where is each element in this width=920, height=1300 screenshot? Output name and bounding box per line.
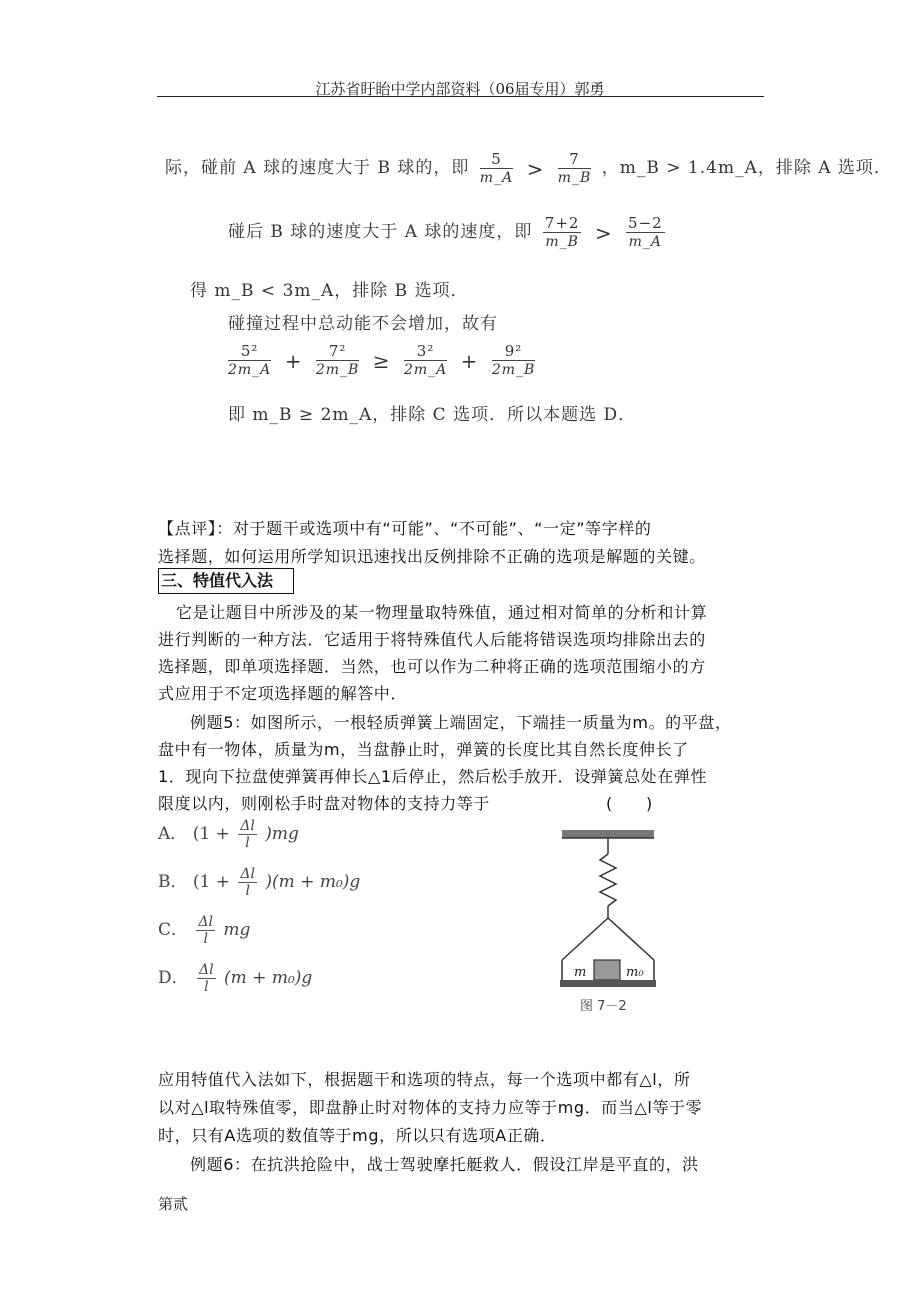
solution-line-4: 碰撞过程中总动能不会增加，故有: [228, 314, 498, 334]
section-title: 三、特值代入法: [158, 568, 294, 594]
option-label: A．: [158, 824, 188, 844]
option-close: )mg: [265, 824, 299, 844]
section-paragraph-line: 它是让题目中所涉及的某一物理量取特殊值，通过相对简单的分析和计算: [176, 603, 708, 622]
fraction: [238, 866, 257, 899]
fraction-numerator: 3²: [404, 342, 447, 361]
fraction-numerator: 5: [480, 150, 513, 169]
analysis-line: 应用特值代入法如下，根据题干和选项的特点，每一个选项中都有△l，所: [158, 1070, 691, 1089]
fraction-numerator: Δl: [240, 818, 255, 834]
figure-caption: 图 7－2: [580, 999, 627, 1014]
fraction: [197, 962, 216, 995]
page-header: 江苏省盱眙中学内部资料（06届专用）郭勇: [315, 80, 605, 98]
example6-line: 例题6：在抗洪抢险中，战士驾驶摩托艇救人．假设江岸是平直的，洪: [190, 1155, 699, 1174]
fraction-numerator: 7+2: [544, 214, 580, 232]
fraction-denominator: m_B: [557, 170, 592, 186]
plus-sign: +: [284, 348, 303, 373]
analysis-line: 以对△l取特殊值零，即盘静止时对物体的支持力应等于mg．而当△l等于零: [158, 1098, 703, 1117]
section-paragraph-line: 进行判断的一种方法．它适用于将特殊值代人后能将错误选项均排除出去的: [158, 630, 706, 649]
greater-than-sign: >: [594, 220, 613, 245]
fraction: [228, 342, 271, 379]
solution-line-3: 得 m_B < 3m_A，排除 B 选项．: [190, 281, 469, 301]
option-close: mg: [223, 920, 251, 940]
fraction-denominator: l: [245, 835, 250, 851]
option-b: [158, 866, 360, 899]
pan-string-right: [608, 918, 654, 960]
option-open: (1 +: [192, 872, 231, 892]
solution-line-2: [228, 214, 669, 251]
fraction-denominator: l: [204, 979, 209, 995]
option-d: [158, 962, 312, 995]
fraction-denominator: m_A: [628, 234, 663, 250]
example5-line: 限度以内，则刚松手时盘对物体的支持力等于: [158, 794, 491, 813]
fraction-denominator: 2m_B: [491, 362, 536, 378]
fraction-numerator: Δl: [240, 866, 256, 882]
fraction-numerator: Δl: [199, 962, 214, 978]
solution-line-1-suffix: ，m_B > 1.4m_A，排除 A 选项．: [601, 158, 892, 178]
fraction: [480, 150, 513, 187]
fraction-numerator: 5−2: [628, 214, 663, 232]
object-block: [594, 960, 620, 980]
greater-than-sign: >: [526, 156, 545, 181]
fraction: [543, 214, 582, 251]
section-paragraph-line: 式应用于不定项选择题的解答中．: [158, 684, 408, 703]
solution-line-2-prefix: 碰后 B 球的速度大于 A 球的速度，即: [228, 222, 533, 242]
plus-sign: +: [460, 348, 479, 373]
comment-line-1: 【点评】：对于题干或选项中有“可能”、“不可能”、“一定”等字样的: [158, 519, 652, 538]
spring: [600, 854, 616, 906]
option-open: (1 +: [192, 824, 230, 844]
fraction: [316, 342, 359, 379]
energy-inequality: [224, 342, 539, 379]
fraction-denominator: l: [245, 883, 250, 899]
fraction-numerator: 9²: [492, 342, 535, 361]
fraction-numerator: 5²: [228, 342, 271, 361]
option-close: (m + m₀)g: [224, 968, 313, 988]
option-c: [158, 914, 250, 947]
greater-equal-sign: ≥: [372, 348, 391, 373]
option-label: B．: [158, 872, 188, 892]
example5-line: 例题5：如图所示，一根轻质弹簧上端固定，下端挂一质量为m。的平盘，: [190, 713, 732, 732]
fraction: [238, 818, 257, 851]
answer-blank: ( ): [606, 794, 653, 813]
option-label: D．: [158, 968, 189, 988]
section-paragraph-line: 选择题，即单项选择题．当然，也可以作为二种将正确的选项范围缩小的方: [158, 657, 706, 676]
comment-line-2: 选择题，如何运用所学知识迅速找出反例排除不正确的选项是解题的关键。: [158, 547, 706, 566]
example5-line: 1．现向下拉盘使弹簧再伸长△1后停止，然后松手放开．设弹簧总处在弹性: [158, 767, 708, 786]
fraction-denominator: 2m_A: [403, 362, 448, 378]
header-rule: [157, 96, 764, 97]
analysis-line: 时，只有A选项的数值等于mg，所以只有选项A正确．: [158, 1126, 557, 1145]
solution-line-1-prefix: 际，碰前 A 球的速度大于 B 球的，即: [165, 158, 470, 178]
fraction: [626, 214, 665, 251]
fraction-denominator: m_A: [479, 170, 514, 186]
fraction-numerator: 7: [558, 150, 592, 169]
spring-pan-figure: [558, 826, 658, 1026]
fraction-denominator: 2m_B: [315, 362, 360, 378]
fraction: [492, 342, 535, 379]
pan-plate: [560, 980, 656, 987]
fraction-denominator: 2m_A: [228, 362, 272, 378]
label-m0: m₀: [626, 965, 644, 980]
solution-line-6: 即 m_B ≥ 2m_A，排除 C 选项．所以本题选 D．: [228, 405, 637, 425]
option-a: [158, 818, 299, 851]
fraction-denominator: m_B: [545, 234, 579, 250]
fraction-denominator: l: [203, 931, 208, 947]
option-label: C．: [158, 920, 189, 940]
fraction: [558, 150, 592, 187]
pan-string-left: [562, 918, 608, 960]
example5-line: 盘中有一物体，质量为m，当盘静止时，弹簧的长度比其自然长度伸长了: [158, 740, 689, 759]
fraction-numerator: Δl: [198, 914, 214, 930]
solution-line-1: [165, 150, 892, 187]
ceiling: [562, 830, 654, 838]
page-number: 第贰: [158, 1195, 189, 1213]
fraction: [404, 342, 447, 379]
label-m: m: [574, 965, 587, 980]
fraction: [196, 914, 215, 947]
option-close: )(m + m₀)g: [265, 872, 361, 892]
fraction-numerator: 7²: [316, 342, 359, 361]
